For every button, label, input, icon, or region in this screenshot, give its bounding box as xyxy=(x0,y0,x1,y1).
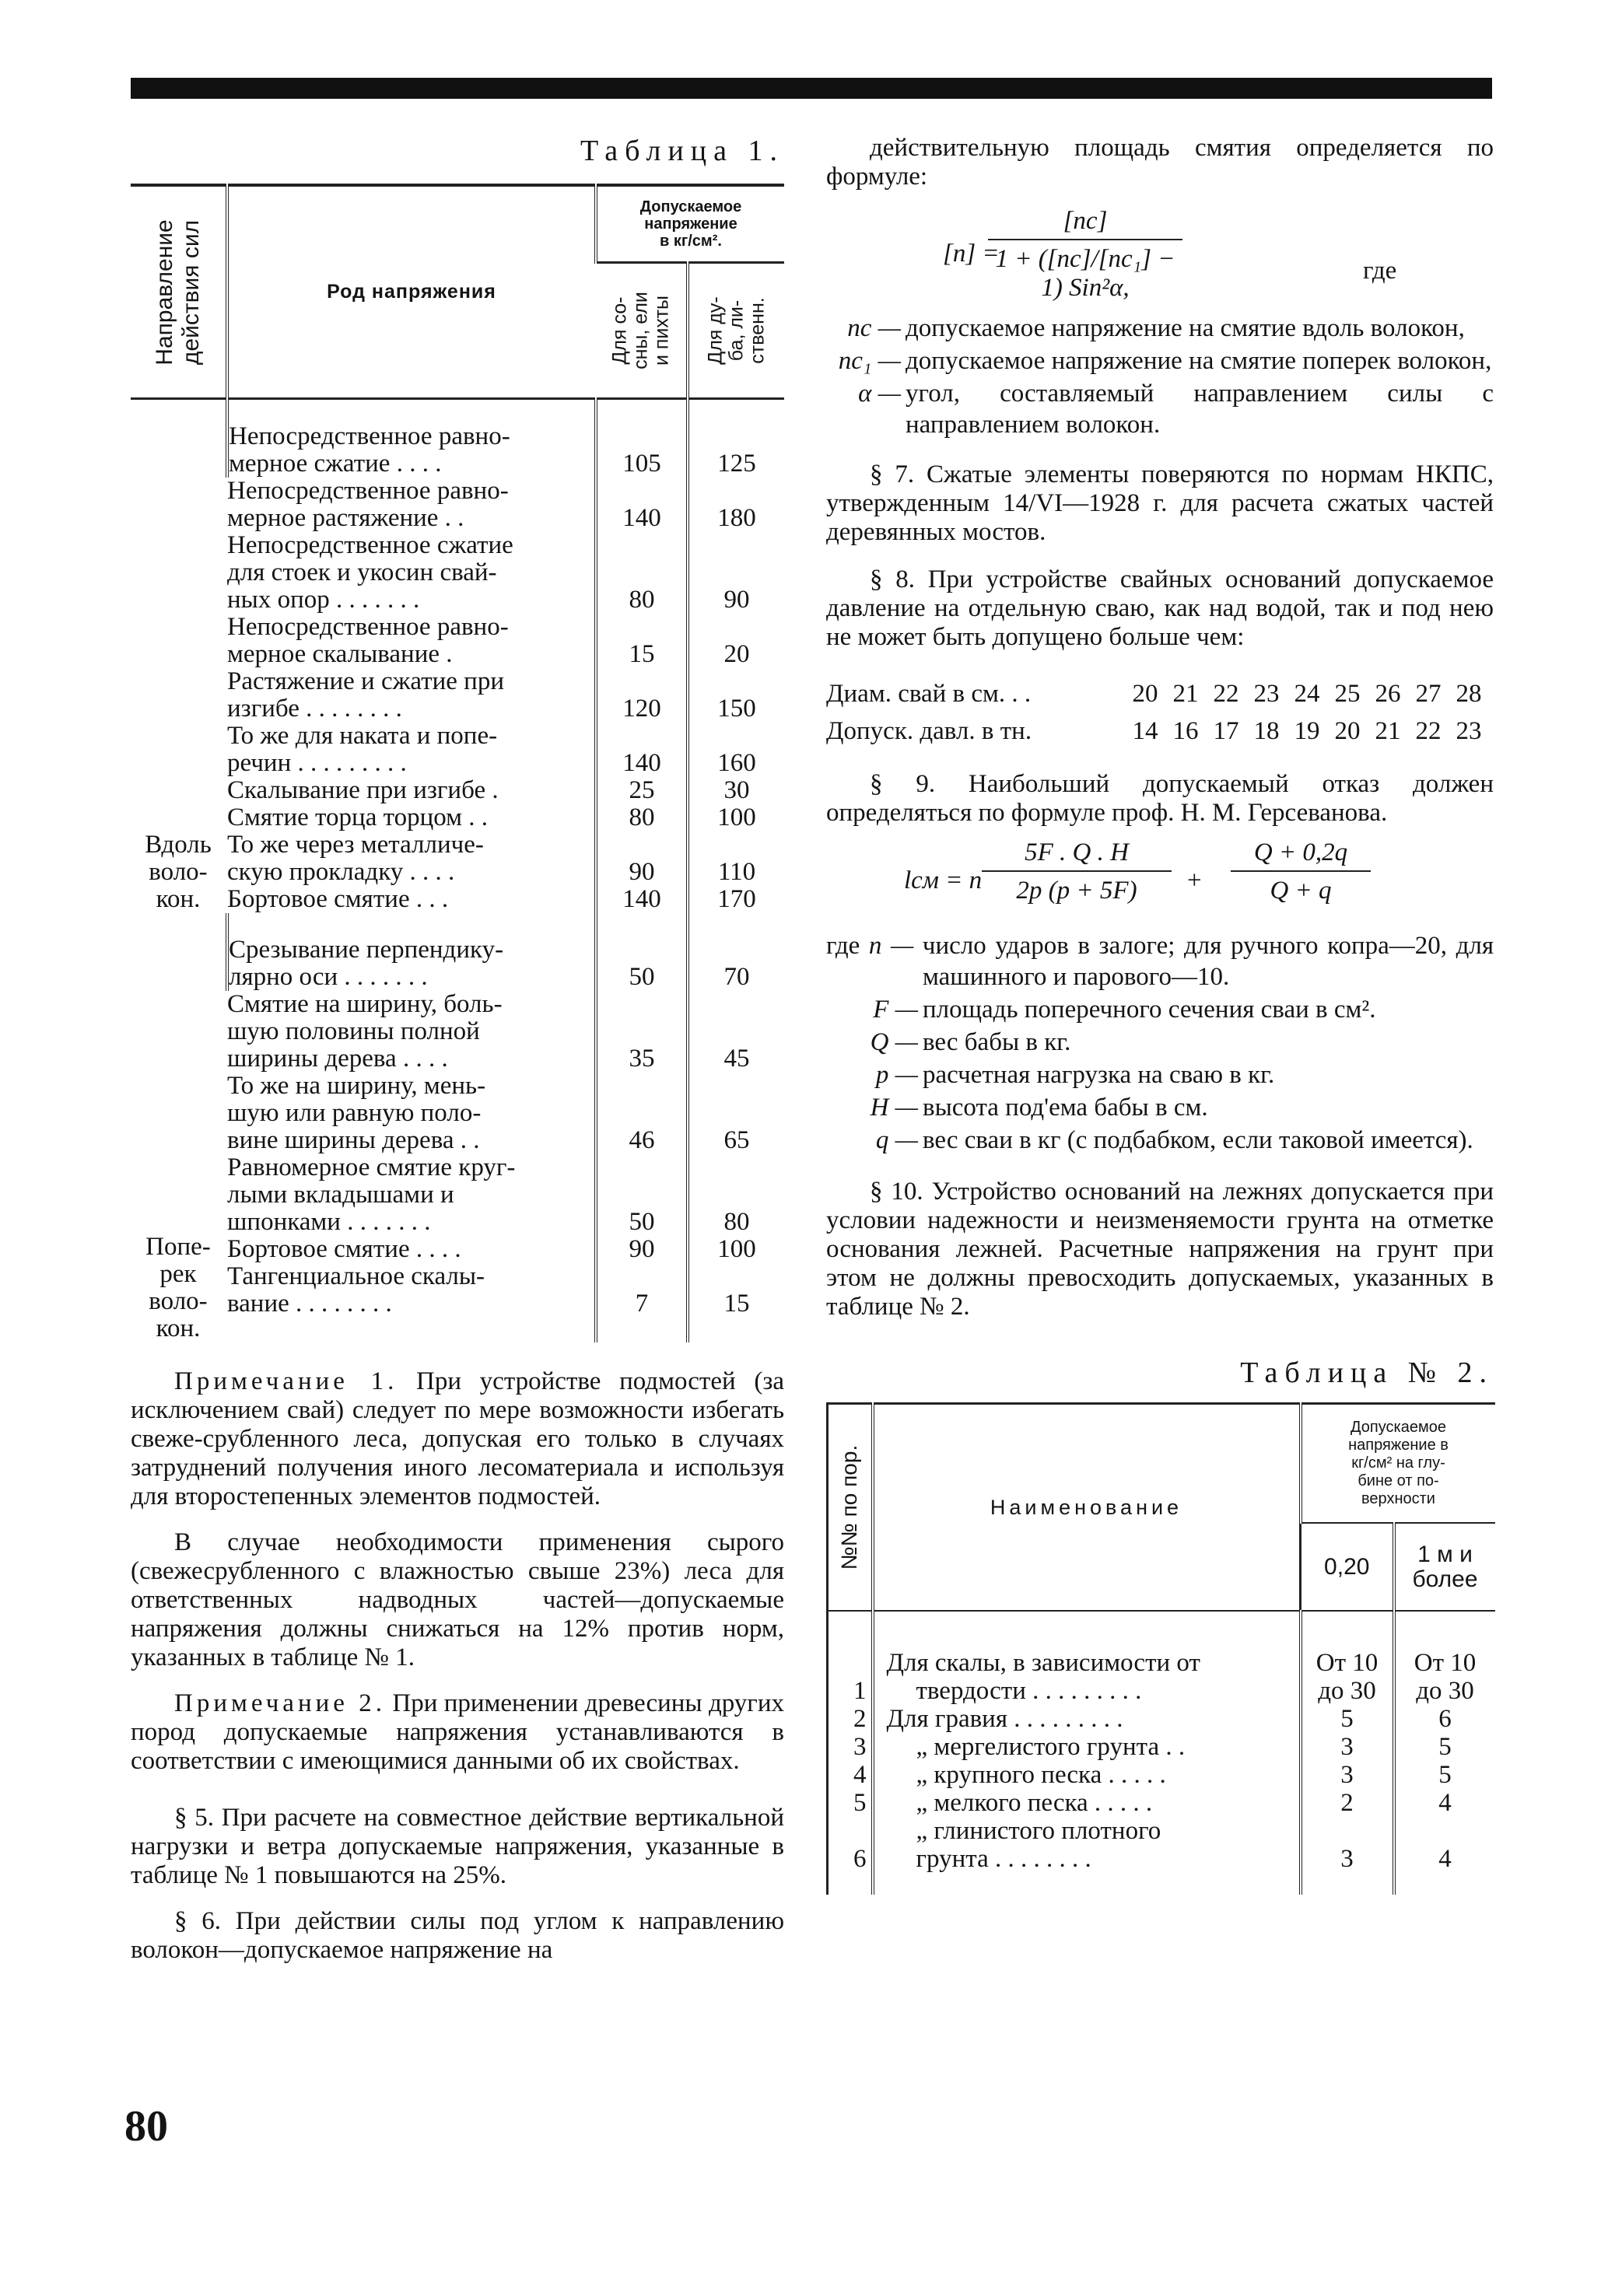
value-pine: 7 xyxy=(596,1263,688,1342)
definition-item: p — расчетная нагрузка на сваю в кг. xyxy=(875,1061,1275,1089)
paragraph-8: § 8. При устройстве свайных оснований допускаемое давление на отдельную сваю, как над водой, так и под нею не может быть допущено больше чем: xyxy=(826,565,1494,651)
definition-item: Q — вес бабы в кг. xyxy=(870,1028,1071,1056)
formula-bearing-stress xyxy=(943,207,1494,300)
value-pine: 80 xyxy=(596,532,688,614)
formula1-denominator: 1 + ([nc]/[nc₁] − 1) Sin²α, xyxy=(995,245,1175,302)
table1-head-allowed: Допускаемое напряжение в кг/см². xyxy=(596,185,784,263)
table-row xyxy=(828,1789,1495,1817)
stress-type: То же на ширину, мень- шую или равную поло- вине ширины дерева . . xyxy=(227,1072,486,1154)
table2-head-number: №№ по пор. xyxy=(828,1404,873,1612)
table-row xyxy=(131,668,784,723)
paragraph-9: § 9. Наибольший допускаемый отказ должен определяться по формуле проф. Н. М. Герсеванова. xyxy=(826,770,1494,827)
formula2-fraction-1: 5F . Q . H 2p (p + 5F) xyxy=(982,838,1172,905)
value-oak: 125 xyxy=(688,399,784,478)
stress-type: Непосредственное равно- мерное скалывание . xyxy=(227,613,509,668)
definition-item: H — высота под'ема бабы в см. xyxy=(870,1094,1208,1122)
value-pine: 35 xyxy=(596,991,688,1073)
row-number: 2 xyxy=(828,1705,873,1733)
value-oak: 170 xyxy=(688,886,784,913)
value-oak: 90 xyxy=(688,532,784,614)
stress-type: Смятие на ширину, боль- шую половины полной ширины дерева . . . . xyxy=(227,990,503,1073)
left-column xyxy=(131,134,784,1965)
value-pine: 50 xyxy=(596,1154,688,1236)
value-deep: 4 xyxy=(1394,1789,1495,1817)
note-1: Примечание 1. При устройстве подмостей (за исключением свай) следует по мере возможности избегать свеже-срубленного леса, допуская его только в случаях затруднений получения иного лесоматериала и используя для второстепенных элементов подмостей. xyxy=(131,1367,784,1510)
stress-type: Растяжение и сжатие при изгибе . . . . . . . . xyxy=(227,667,504,723)
table1-head-oak: Для ду- ба, ли- ственн. xyxy=(688,263,784,399)
table-row xyxy=(828,1733,1495,1761)
right-column xyxy=(826,134,1494,1895)
value-oak: 20 xyxy=(688,614,784,668)
soil-name: „ мелкого песка . . . . . xyxy=(873,1789,1301,1817)
direction-across: Попе- рек воло- кон. xyxy=(145,1233,211,1342)
paragraph-7: § 7. Сжатые элементы поверяются по нормам НКПС, утвержденным 14/VI—1928 г. для расчета сжатых частей деревянных мостов. xyxy=(826,460,1494,546)
table2 xyxy=(826,1402,1495,1895)
value-pine: 120 xyxy=(596,668,688,723)
table1-caption: Таблица 1. xyxy=(580,135,784,167)
row-number: 4 xyxy=(828,1761,873,1789)
value-pine: 90 xyxy=(596,831,688,886)
value-oak: 180 xyxy=(688,478,784,532)
table-row xyxy=(131,1236,784,1263)
table2-head-name: Наименование xyxy=(873,1404,1301,1612)
value-oak: 15 xyxy=(688,1263,784,1342)
pile-diameter-row: Диам. свай в см. . . 20 21 22 23 24 25 26 27 28 xyxy=(826,680,1482,708)
value-oak: 150 xyxy=(688,668,784,723)
table1-head-direction: Направление действия сил xyxy=(131,185,227,399)
value-oak: 80 xyxy=(688,1154,784,1236)
table1-head-pine: Для со- сны, ели и пихты xyxy=(596,263,688,399)
stress-type: То же для наката и попе- речин . . . . . . . . . xyxy=(227,722,498,777)
definition-item: α — угол, составляемый направлением силы с направлением волокон. xyxy=(858,380,1494,439)
formula1-fraction xyxy=(988,207,1182,303)
table2-caption: Таблица № 2. xyxy=(1240,1356,1494,1389)
table-row xyxy=(131,804,784,831)
value-pine: 105 xyxy=(596,399,688,478)
stress-type: Смятие торца торцом . . xyxy=(227,803,488,831)
table-row xyxy=(131,1263,784,1342)
page-number: 80 xyxy=(124,2102,168,2151)
table-row xyxy=(828,1705,1495,1733)
note-1-continued: В случае необходимости применения сырого (свежесрубленного с влажностью свыше 23%) леса для ответственных надводных частей—допускаемые напряжения должны снижаться на 12% против норм, указанных в таблице № 1. xyxy=(131,1528,784,1671)
value-oak: 100 xyxy=(688,804,784,831)
table-row xyxy=(131,831,784,886)
formula1-numerator: [nc] xyxy=(988,207,1182,240)
stress-type: Срезывание перпендику- лярно оси . . . . . . . xyxy=(227,913,596,991)
stress-type: Непосредственное сжатие для стоек и укосин свай- ных опор . . . . . . . xyxy=(227,531,513,614)
table2-head-depth-1m: 1 м и более xyxy=(1394,1523,1495,1611)
formula2-fraction-2: Q + 0,2q Q + q xyxy=(1231,838,1371,905)
paragraph-6-continued: действительную площадь смятия определяется по формуле: xyxy=(826,134,1494,191)
formula1-lhs: [n] = xyxy=(943,240,1000,268)
value-pine: 50 xyxy=(596,913,688,991)
paragraph-6: § 6. При действии силы под углом к направлению волокон—допускаемое напряжение на xyxy=(131,1907,784,1964)
value-pine: 140 xyxy=(596,478,688,532)
value-oak: 45 xyxy=(688,991,784,1073)
paragraph-5: § 5. При расчете на совместное действие вертикальной нагрузки и ветра допускаемые напряжения, указанные в таблице № 1 повышаются на 25%. xyxy=(131,1804,784,1889)
value-shallow: 3 xyxy=(1301,1761,1394,1789)
value-shallow: 2 xyxy=(1301,1789,1394,1817)
stress-type: Скалывание при изгибе . xyxy=(227,776,499,804)
row-number: 1 xyxy=(828,1611,873,1705)
table2-head-depth-020: 0,20 xyxy=(1301,1523,1394,1611)
table-row xyxy=(131,478,784,532)
definition-item: nc₁ — допускаемое напряжение на смятие поперек волокон, xyxy=(838,347,1492,375)
value-shallow: 3 xyxy=(1301,1733,1394,1761)
value-deep: 4 xyxy=(1394,1817,1495,1895)
stress-type: Бортовое смятие . . . xyxy=(227,885,449,913)
table-row xyxy=(131,532,784,614)
soil-name: Для гравия . . . . . . . . . xyxy=(873,1705,1301,1733)
formula-gersevanov xyxy=(826,838,1494,924)
table-row xyxy=(131,614,784,668)
pile-load-row: Допуск. давл. в тн. 14 16 17 18 19 20 21 22 23 xyxy=(826,717,1482,745)
table-row xyxy=(131,723,784,777)
value-oak: 30 xyxy=(688,777,784,804)
value-oak: 160 xyxy=(688,723,784,777)
row-number: 3 xyxy=(828,1733,873,1761)
note-2: Примечание 2. При применении древесины других пород допускаемые напряжения устанавливаются в соответствии с имеющимися данными об их свойствах. xyxy=(131,1689,784,1775)
notes xyxy=(131,1367,784,1965)
table-row xyxy=(131,399,784,478)
definition-item: где n — число ударов в залоге; для ручного копра—20, для машинного и парового—10. xyxy=(826,932,1494,991)
definition-item: q — вес сваи в кг (с подбабком, если таковой имеется). xyxy=(875,1126,1473,1154)
soil-name: „ мергелистого грунта . . xyxy=(873,1733,1301,1761)
soil-name: „ крупного песка . . . . . xyxy=(873,1761,1301,1789)
value-deep: От 10 до 30 xyxy=(1394,1611,1495,1705)
table-row xyxy=(131,886,784,913)
soil-name: „ глинистого плотного грунта . . . . . . . . xyxy=(873,1817,1301,1895)
pile-load-table xyxy=(826,675,1494,750)
value-pine: 25 xyxy=(596,777,688,804)
soil-name: Для скалы, в зависимости от твердости . . . . . . . . . xyxy=(873,1611,1301,1705)
value-deep: 6 xyxy=(1394,1705,1495,1733)
value-pine: 15 xyxy=(596,614,688,668)
value-oak: 70 xyxy=(688,913,784,991)
value-pine: 80 xyxy=(596,804,688,831)
formula1-definitions xyxy=(826,313,1494,440)
stress-type: То же через металличе- скую прокладку . . . . xyxy=(227,831,484,886)
table-row xyxy=(131,1073,784,1154)
row-number: 5 xyxy=(828,1789,873,1817)
stress-type: Непосредственное равно- мерное сжатие . . . . xyxy=(227,399,596,478)
formula2-definitions xyxy=(826,930,1494,1156)
value-oak: 100 xyxy=(688,1236,784,1263)
value-shallow: От 10 до 30 xyxy=(1301,1611,1394,1705)
table-row xyxy=(828,1761,1495,1789)
table-row xyxy=(131,777,784,804)
stress-type: Тангенциальное скалы- вание . . . . . . . . xyxy=(227,1262,485,1318)
table1 xyxy=(131,184,784,1342)
value-deep: 5 xyxy=(1394,1761,1495,1789)
value-shallow: 3 xyxy=(1301,1817,1394,1895)
value-shallow: 5 xyxy=(1301,1705,1394,1733)
direction-along: Вдоль воло- кон. xyxy=(145,831,212,913)
table-row xyxy=(131,991,784,1073)
paragraph-10: § 10. Устройство оснований на лежнях допускается при условии надежности и неизменяемости грунта на отметке основания лежней. Расчетные напряжения на грунт при этом не должны превосходить допускаемых, указанных в таблице № 2. xyxy=(826,1178,1494,1321)
stress-type: Равномерное смятие круг- лыми вкладышами и шпонками . . . . . . . xyxy=(227,1153,516,1236)
table-row xyxy=(828,1817,1495,1895)
value-oak: 65 xyxy=(688,1073,784,1154)
definition-item: nc — допускаемое напряжение на смятие вдоль волокон, xyxy=(847,314,1465,342)
top-rule xyxy=(131,78,1492,99)
value-pine: 140 xyxy=(596,723,688,777)
formula1-where: где xyxy=(1363,257,1397,285)
row-number: 6 xyxy=(828,1817,873,1895)
formula2-lhs: lсм = n xyxy=(904,866,983,894)
table2-head-allowed: Допускаемое напряжение в кг/см² на глу- бине от по- верхности xyxy=(1301,1404,1495,1524)
table-row xyxy=(131,913,784,991)
table1-head-type: Род напряжения xyxy=(227,185,596,399)
stress-type: Непосредственное равно- мерное растяжение . . xyxy=(227,477,509,532)
table-row xyxy=(828,1611,1495,1705)
value-oak: 110 xyxy=(688,831,784,886)
formula2-plus: + xyxy=(1187,866,1202,894)
value-pine: 46 xyxy=(596,1073,688,1154)
value-pine: 140 xyxy=(596,886,688,913)
value-pine: 90 xyxy=(596,1236,688,1263)
definition-item: F — площадь поперечного сечения сваи в см². xyxy=(873,996,1376,1024)
stress-type: Бортовое смятие . . . . xyxy=(227,1235,461,1263)
value-deep: 5 xyxy=(1394,1733,1495,1761)
table-row xyxy=(131,1154,784,1236)
